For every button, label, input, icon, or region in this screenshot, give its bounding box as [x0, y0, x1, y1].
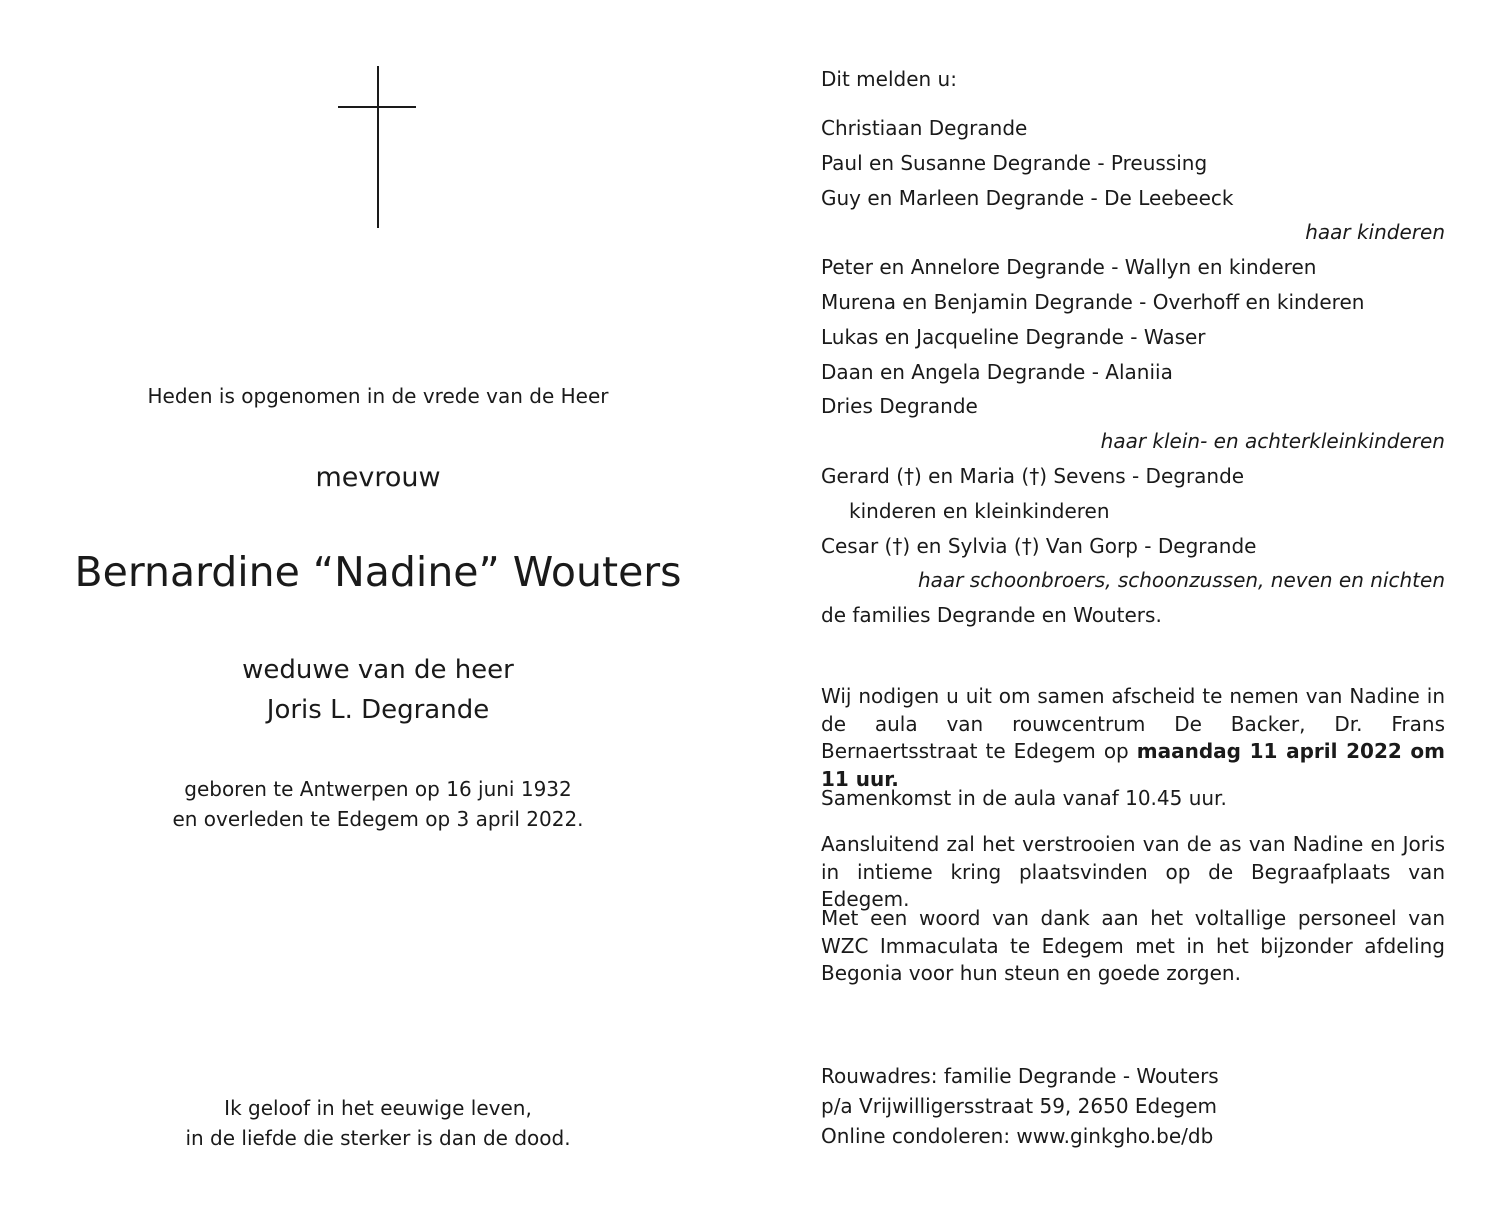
thanks-paragraph: Met een woord van dank aan het voltallige personeel van WZC Immaculata te Edegem met in het bijzonder afdeling Begonia voor hun steun en goede zorgen. — [821, 906, 1445, 985]
ceremony-date: maandag 11 april 2022 om 11 uur. — [821, 739, 1445, 791]
condolence-link[interactable]: Online condoleren: www.ginkgho.be/db — [821, 1124, 1214, 1148]
deceased-name: Bernardine “Nadine” Wouters — [74, 548, 682, 596]
scattering-paragraph: Aansluitend zal het verstrooien van de as van Nadine en Joris in intieme kring plaatsvinden op de Begraafplaats van Edegem. — [821, 832, 1445, 911]
family-member-line: de families Degrande en Wouters. — [821, 603, 1162, 628]
cross-horizontal-beam — [338, 106, 416, 108]
family-relation-label: haar kinderen — [1305, 220, 1445, 245]
widow-of — [0, 650, 756, 730]
widow-line-2: Joris L. Degrande — [266, 695, 490, 725]
family-member-line: Paul en Susanne Degrande - Preussing — [821, 150, 1208, 175]
family-member-line: Murena en Benjamin Degrande - Overhoff en kinderen — [821, 290, 1365, 314]
intro-text: Heden is opgenomen in de vrede van de Heer — [147, 384, 609, 408]
family-member-line: kinderen en kleinkinderen — [849, 498, 1110, 523]
faith-quote — [0, 1093, 756, 1153]
gathering-paragraph: Samenkomst in de aula vanaf 10.45 uur. — [821, 786, 1227, 810]
family-member-line: Peter en Annelore Degrande - Wallyn en kinderen — [821, 255, 1317, 280]
family-member-line: Cesar (†) en Sylvia (†) Van Gorp - Degrande — [821, 533, 1257, 558]
faith-line-1: Ik geloof in het eeuwige leven, — [224, 1096, 532, 1120]
right-panel — [821, 0, 1445, 1214]
family-member-line: Lukas en Jacqueline Degrande - Waser — [821, 324, 1206, 349]
invitation-paragraph — [821, 683, 1445, 793]
family-relation-label: haar schoonbroers, schoonzussen, neven en nichten — [918, 568, 1445, 593]
invitation-text: Wij nodigen u uit om samen afscheid te nemen van Nadine in de aula van rouwcentrum De Backer, Dr. Frans Bernaertsstraat te Edegem op — [821, 684, 1445, 763]
family-relation-label: haar klein- en achterkleinkinderen — [1100, 429, 1445, 454]
address-block — [821, 1061, 1445, 1151]
life-dates — [0, 774, 756, 834]
faith-line-2: in de liefde die sterker is dan de dood. — [185, 1126, 571, 1150]
announcement-header: Dit melden u: — [821, 67, 957, 91]
died-line: en overleden te Edegem op 3 april 2022. — [172, 807, 584, 831]
address-line-2: p/a Vrijwilligersstraat 59, 2650 Edegem — [821, 1094, 1218, 1118]
family-member-line: Gerard (†) en Maria (†) Sevens - Degrande — [821, 464, 1245, 488]
family-member-line: Dries Degrande — [821, 394, 978, 419]
family-member-line: Daan en Angela Degrande - Alaniia — [821, 359, 1173, 384]
family-member-line: Guy en Marleen Degrande - De Leebeeck — [821, 185, 1234, 210]
cross-vertical-beam — [377, 66, 379, 228]
title-text: mevrouw — [315, 462, 441, 493]
widow-line-1: weduwe van de heer — [242, 655, 514, 685]
born-line: geboren te Antwerpen op 16 juni 1932 — [184, 777, 572, 801]
cross-icon — [338, 66, 418, 228]
address-line-1: Rouwadres: familie Degrande - Wouters — [821, 1064, 1219, 1088]
family-member-line: Christiaan Degrande — [821, 116, 1028, 140]
